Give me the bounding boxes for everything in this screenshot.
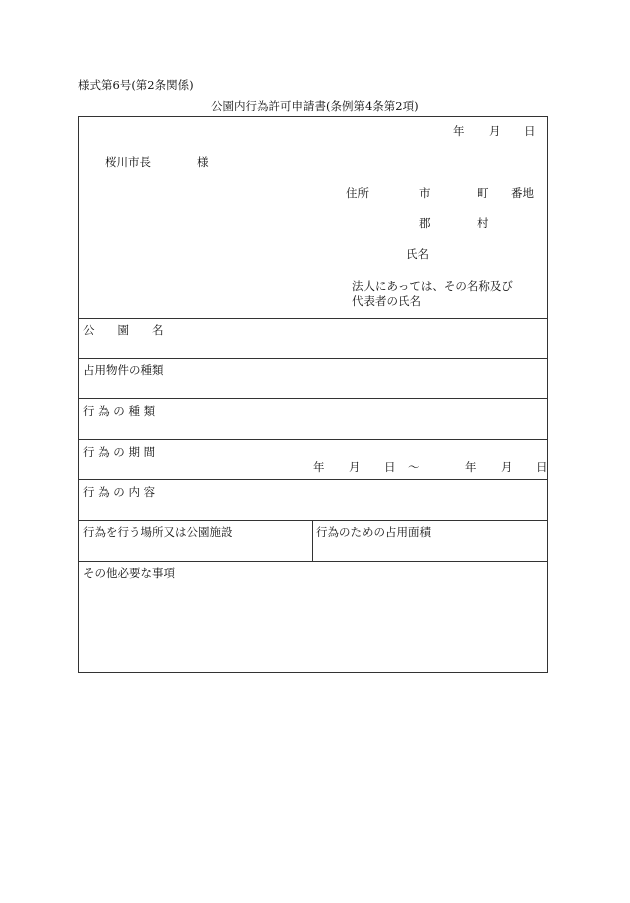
corporate-note-line2: 代表者の氏名	[352, 294, 421, 308]
addressee: 桜川市長	[105, 155, 151, 169]
occupancy-area-label: 行為のための占用面積	[316, 525, 431, 539]
park-name-label: 公 園 名	[83, 323, 164, 337]
date-year: 年	[453, 124, 465, 138]
period-day-from: 日	[384, 460, 396, 474]
period-year-from: 年	[313, 460, 325, 474]
corporate-note-line1: 法人にあっては、その名称及び	[352, 279, 513, 293]
address-label: 住所	[346, 186, 369, 200]
period-day-to: 日	[536, 460, 548, 474]
date-month: 月	[489, 124, 501, 138]
document-title: 公園内行為許可申請書(条例第4条第2項)	[211, 99, 419, 113]
divider	[79, 318, 547, 319]
other-matters-label: その他必要な事項	[83, 566, 175, 580]
period-year-to: 年	[465, 460, 477, 474]
period-month-from: 月	[349, 460, 361, 474]
divider	[79, 439, 547, 440]
address-village: 村	[477, 216, 489, 230]
location-label: 行為を行う場所又は公園施設	[83, 525, 233, 539]
honorific: 様	[197, 155, 209, 169]
application-form	[78, 116, 548, 673]
divider	[79, 358, 547, 359]
act-content-label: 行 為 の 内 容	[83, 485, 156, 499]
period-month-to: 月	[501, 460, 513, 474]
address-town: 町	[477, 186, 489, 200]
period-tilde: ～	[408, 460, 420, 474]
name-label: 氏名	[406, 247, 429, 261]
date-day: 日	[524, 124, 536, 138]
occupancy-item-type-label: 占用物件の種類	[83, 363, 164, 377]
address-city: 市	[419, 186, 431, 200]
column-divider	[312, 520, 313, 561]
act-period-label: 行 為 の 期 間	[83, 445, 156, 459]
address-county: 郡	[419, 216, 431, 230]
divider	[79, 479, 547, 480]
divider	[79, 520, 547, 521]
divider	[79, 561, 547, 562]
form-number: 様式第6号(第2条関係)	[78, 78, 194, 92]
address-lot-number: 番地	[511, 186, 534, 200]
divider	[79, 398, 547, 399]
act-type-label: 行 為 の 種 類	[83, 404, 156, 418]
